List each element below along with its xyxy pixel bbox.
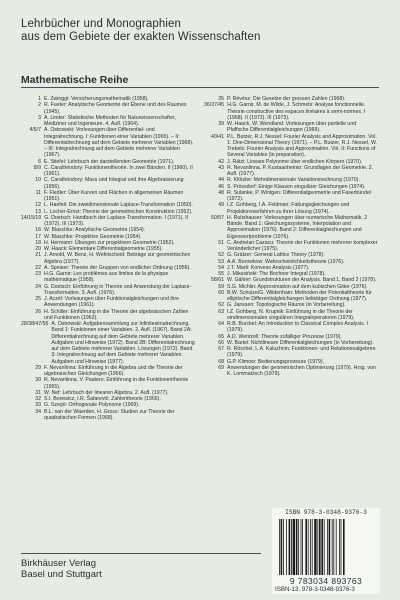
entry-text: E. Zwinggi: Versicherungsmathematik (1958).: [44, 96, 149, 102]
entry-text: W. Haack, W. Wendland: Vorlesungen über partielle und Pfaffsche Differentialgleichungen (1969).: [227, 121, 357, 134]
entry-text: C. Andreian Cazacu: Theorie der Funktionen mehrerer komplexer Veränderlicher (1975).: [227, 239, 378, 252]
list-item: [204, 309, 378, 322]
list-item: [204, 215, 378, 240]
header-block: [21, 18, 381, 44]
entry-text: A.D. Wentzell: Theorie zufälliger Prozesse (1979).: [227, 333, 342, 340]
entry-number: 68: [218, 358, 224, 365]
entry-number: 28/38/47/56: [21, 321, 49, 327]
list-item: [21, 190, 195, 203]
entry-number: 11: [35, 189, 41, 196]
list-item: [21, 296, 195, 309]
entry-text: B.L. van der Waerden, H. Gross: Studien zur Theorie der quadratischen Formen (1968).: [44, 408, 175, 421]
entry-text: A. Ostrowski: Aufgabensammlung zur Infinitesimalrechnung. Band 1: Funktionen einer Variablen. 2. Aufl. (1967). Band 2A: Differentialrechnung auf dem Gebiete mehrerer Variablen. Aufgaben und Hinweise (1972). Band 2B: Differentialrechnung auf dem Gebiete mehrerer Variablen. Lösungen (1972). Band 3: Integralrechnung auf dem Gebiete mehrerer Variablen. Aufgaben und Hinweise (1977).: [51, 321, 195, 365]
entry-text: W. Blaschke: Projektive Geometrie (1954).: [44, 233, 142, 240]
entry-number: 42: [218, 158, 224, 165]
entry-text: R. Sulanke, P. Wintgen: Differentialgeometrie und Faserbündel (1972).: [227, 189, 371, 202]
entry-text: J. Rätzi: Lineare Polynome über endlichen Körpern (1970).: [227, 158, 363, 165]
list-item: [204, 240, 378, 253]
entry-number: 64: [218, 321, 224, 327]
publisher-location: Basel und Stuttgart: [21, 569, 102, 580]
publisher-block: [21, 558, 102, 580]
list-item: [204, 134, 378, 159]
top-divider: [21, 87, 379, 88]
entry-text: S.G. Michlin: Approximation auf dem kubischen Gitter (1976).: [227, 283, 368, 290]
entry-text: G. Szegö: Orthogonale Polynome (1969).: [44, 402, 140, 409]
bottom-divider: [21, 553, 261, 554]
entry-number: 40/41: [211, 133, 224, 140]
entry-text: W. Blaschke: Analytische Geometrie (1954).: [44, 227, 146, 234]
entry-number: 34: [35, 408, 41, 415]
entry-number: 46: [218, 183, 224, 190]
publisher-name: Birkhäuser Verlag: [21, 558, 96, 569]
list-item: [21, 377, 195, 390]
list-item: [21, 321, 195, 365]
entry-number: 59: [218, 283, 224, 290]
entry-number: 39: [218, 121, 224, 127]
entry-text: E. Stiefel: Lehrbuch der darstellenden Geometrie (1971).: [44, 158, 175, 165]
entry-number: 30: [35, 377, 41, 384]
entry-text: R. Klötzler: Mehrdimensionale Variationsrechnung (1970).: [227, 177, 360, 184]
entry-number: 35: [218, 96, 224, 102]
entry-text: H.G. Garnir: Les problèmes aux limites de la physique mathématique (1958).: [44, 271, 169, 284]
entry-number: 13: [35, 208, 41, 215]
entry-text: W. Nef: Lehrbuch der linearen Algebra. 2. Aufl. (1977).: [44, 389, 169, 396]
entry-text: J. Aczél: Vorlesungen über Funktionalgleichungen und ihre Anwendungen (1961).: [44, 296, 179, 309]
barcode-digits: 9 783034 893763: [289, 576, 363, 586]
entry-number: 33: [35, 402, 41, 409]
entry-text: S. Prössdorf: Einige Klassen singulärer Gleichungen (1974).: [227, 183, 366, 190]
entry-number: 18: [35, 239, 41, 246]
entry-text: A. Ostrowski: Vorlesungen über Differential- und Integralrechnung. I: Funktionen einer Variablen (1965). – II: Differentialrechnung auf dem Gebiete mehrerer Variablen (1968). – III: Integralrechnung auf dem Gebiete mehrerer Variablen (1967).: [44, 127, 194, 159]
list-item: [21, 309, 195, 322]
series-title: Mathematische Reihe: [21, 74, 129, 86]
entry-number: 21: [35, 252, 41, 259]
entry-number: 53: [218, 258, 224, 265]
entry-text: P. Révész: Die Gesetze der grossen Zahlen (1968).: [227, 96, 346, 102]
entry-text: C. Carathéodory: Funktionentheorie. In zwei Bänden. II (1960). II (1961).: [44, 164, 193, 177]
entry-text: I.Z. Gohberg, N. Krupnik: Einführung in die Theorie der eindimensionalen singulären Integraloperatoren (1979).: [227, 308, 355, 321]
list-item: [204, 165, 378, 178]
entry-text: G. Doetsch: Einführung in Theorie und Anwendung der Laplace-Transformation. 3. Aufl. (1976).: [44, 283, 192, 296]
isbn-top-text: ISBN 978-3-0348-9376-3: [285, 509, 367, 516]
entry-number: 24: [35, 283, 41, 290]
entry-text: R. Röschel, L.A. Kaluzhnin: Funktionen- und Relationenalgebren (1979).: [227, 346, 376, 359]
entry-number: 63: [218, 308, 224, 315]
list-item: [204, 365, 378, 378]
entry-number: 29: [35, 364, 41, 371]
entry-number: 36/37/45: [204, 102, 225, 109]
entry-text: H.G. Garnir, M. de Wilde, J. Schmets: Analyse fonctionnelle. Théorie constructive des espaces linéaires à semi-normes. I (1968). II (1972). III (1973).: [227, 102, 366, 121]
entry-text: C. Carathéodory: Mass und Integral und ihre Algebraisierung (1956).: [44, 177, 184, 190]
header-line-1: Lehrbücher und Monographien: [21, 18, 181, 30]
list-item: [21, 365, 195, 378]
entry-text: A. Speiser: Theorie der Gruppen von endlicher Ordnung (1956).: [44, 264, 191, 271]
entry-number: 54: [218, 264, 224, 271]
entry-text: R. Nevanlinna, V. Paatero: Einführung in die Funktionentheorie (1965).: [44, 377, 189, 390]
entry-number: 12: [35, 202, 41, 209]
list-item: [21, 252, 195, 265]
entry-text: F. Fiedler: Über Kurven und Flächen in allgemeinen Räumen (1951).: [44, 189, 184, 202]
entry-text: A. Linder: Statistische Methoden für Naturwissenschafter, Mediziner und Ingenieure. 4. Aufl. (1964).: [44, 114, 176, 127]
barcode-icon: [278, 518, 374, 578]
entry-text: W. Haack: Elementare Differentialgeometrie (1955).: [44, 246, 163, 252]
entry-number: 14/15/19: [21, 214, 42, 221]
list-item: [204, 321, 378, 334]
entry-number: 6: [38, 158, 41, 165]
entry-number: 60: [218, 289, 224, 296]
entry-number: 22: [35, 264, 41, 271]
list-item: [21, 177, 195, 190]
isbn13-text: ISBN-13: 978-3-0348-9376-3: [275, 586, 355, 593]
entry-number: 16: [35, 227, 41, 234]
entry-text: Anwendungen der geometrischen Optimierung (1979). Hrsg. von K. Lommatzsch (1979).: [227, 364, 376, 377]
entry-text: J.T. Marti: Konvexe Analysis (1977).: [227, 264, 310, 271]
right-entry-column: [204, 96, 378, 377]
entry-number: 2: [38, 102, 41, 109]
entry-text: L. Haefeli: Die zweidimensionale Laplace-Transformation (1950).: [44, 202, 193, 209]
list-item: [21, 271, 195, 284]
entry-number: 49: [218, 202, 224, 209]
entry-text: P.L. Butzer, R.J. Nessel: Fourier Analysis and Approximation. Vol. 1: One-Dimensional Theory (1971). – P.L. Butzer, R.J. Nessel, W. Trebels: Fourier Analysis and Approximation. Vol. II: Functions of Several Variables (in preparation).: [227, 133, 378, 159]
list-item: [21, 115, 195, 128]
list-item: [204, 202, 378, 215]
entry-number: 4/5/7: [29, 127, 41, 134]
entry-text: J. Mikusiński: The Bochner Integral (1978).: [227, 271, 326, 277]
list-item: [21, 102, 195, 115]
left-entry-column: [21, 96, 195, 421]
entry-number: 55: [218, 271, 224, 277]
entry-number: 31: [35, 389, 41, 396]
entry-text: R.B. Burckel: An Introduction to Classical Complex Analysis. I (1979).: [227, 321, 368, 334]
entry-text: I.Z. Gohberg, I.A. Feldman: Faltungsgleichungen und Projektionsverfahren zu ihrer Lösung (1974).: [227, 202, 350, 215]
list-item: [204, 102, 378, 121]
entry-number: 3: [38, 114, 41, 121]
list-item: [204, 121, 378, 134]
entry-number: 23: [35, 271, 41, 277]
entry-number: 32: [35, 396, 41, 402]
entry-number: 26: [35, 308, 41, 315]
entry-number: 44: [218, 177, 224, 184]
list-item: [21, 127, 195, 158]
entry-number: 65: [218, 333, 224, 340]
entry-text: A.A. Borowkow: Wahrscheinlichkeitstheorie (1976).: [227, 258, 345, 265]
entry-number: 51: [218, 239, 224, 246]
entry-text: W. Gähler: Grundstrukturen der Analysis. Band 1, Band 2 (1978).: [227, 277, 377, 284]
entry-text: B.W. Schulze/G. Wildenhain: Methoden der Potentialtheorie für elliptische Differentialgleichungen beliebiger Ordnung (1977).: [227, 289, 372, 302]
list-item: [204, 346, 378, 359]
list-item: [204, 290, 378, 303]
entry-number: 1: [38, 96, 41, 102]
list-item: [21, 409, 195, 422]
entry-number: 17: [35, 233, 41, 240]
entry-text: S.I. Borewicz, I.R. Šafarevič: Zahlentheorie (1966).: [44, 396, 161, 402]
list-item: [21, 284, 195, 297]
entry-text: H. Rutishauser: Vorlesungen über numerische Mathematik. 2 Bände. Band 1: Gleichungssysteme, Interpolation und Approximation (1976). Band 2: Differentialgleichungen und Eigenwertprobleme (1976).: [227, 214, 368, 240]
entry-text: H. Hermann: Übungen zur projektiven Geometrie (1952).: [44, 239, 175, 246]
entry-number: 48: [218, 189, 224, 196]
entry-number: 62: [218, 302, 224, 309]
entry-number: 50/57: [211, 214, 224, 221]
entry-number: 20: [35, 246, 41, 252]
entry-number: 25: [35, 296, 41, 302]
entry-text: G. Janssen: Topologische Räume (in Vorbereitung).: [227, 302, 346, 309]
entry-text: W. Bartel: Nichtlineare Differentialgleichungen (in Vorbereitung).: [227, 339, 374, 346]
barcode-label: [272, 508, 380, 594]
entry-number: 52: [218, 252, 224, 259]
list-item: [21, 215, 195, 228]
list-item: [21, 165, 195, 178]
entry-number: 69: [218, 364, 224, 371]
list-item: [204, 190, 378, 203]
entry-number: 66: [218, 339, 224, 346]
entry-number: 67: [218, 346, 224, 352]
entry-text: J. Arnold, W. Benz, H. Wefelscheid: Beiträge zur geometrischen Algebra (1977).: [44, 252, 191, 265]
entry-text: R. Fueter: Analytische Geometrie der Ebene und des Raumes (1945).: [44, 102, 187, 115]
entry-text: L. Locher-Ernst: Theorie der geometrischen Konstruktion (1952).: [44, 208, 193, 215]
entry-text: G. Grätzer: General Lattice Theory (1978).: [227, 252, 325, 259]
entry-text: H. Schiller: Einführung in die Theorie der algebraischen Zahlen und Funktionen (1963).: [44, 308, 189, 321]
entry-text: F. Nevanlinna: Einführung in die Algebra und die Theorie der algebraischen Gleichungen (1956).: [44, 364, 183, 377]
entry-number: 43: [218, 164, 224, 171]
entry-number: 58/61: [211, 277, 224, 284]
header-line-2: aus dem Gebiete der exakten Wissenschaften: [21, 31, 261, 43]
entry-text: R. Nevanlinna, P. Kustaanheimo: Grundlagen der Geometrie. 2. Aufl. (1977).: [227, 164, 374, 177]
entry-number: 10: [35, 177, 41, 184]
entry-number: 8/9: [33, 164, 41, 171]
entry-text: G.P. Klimow: Bedienungsprozesse (1979).: [227, 358, 325, 365]
entry-text: G. Doetsch: Handbuch der Laplace-Transformation. I (1971). II (1972). III (1973).: [44, 214, 189, 227]
